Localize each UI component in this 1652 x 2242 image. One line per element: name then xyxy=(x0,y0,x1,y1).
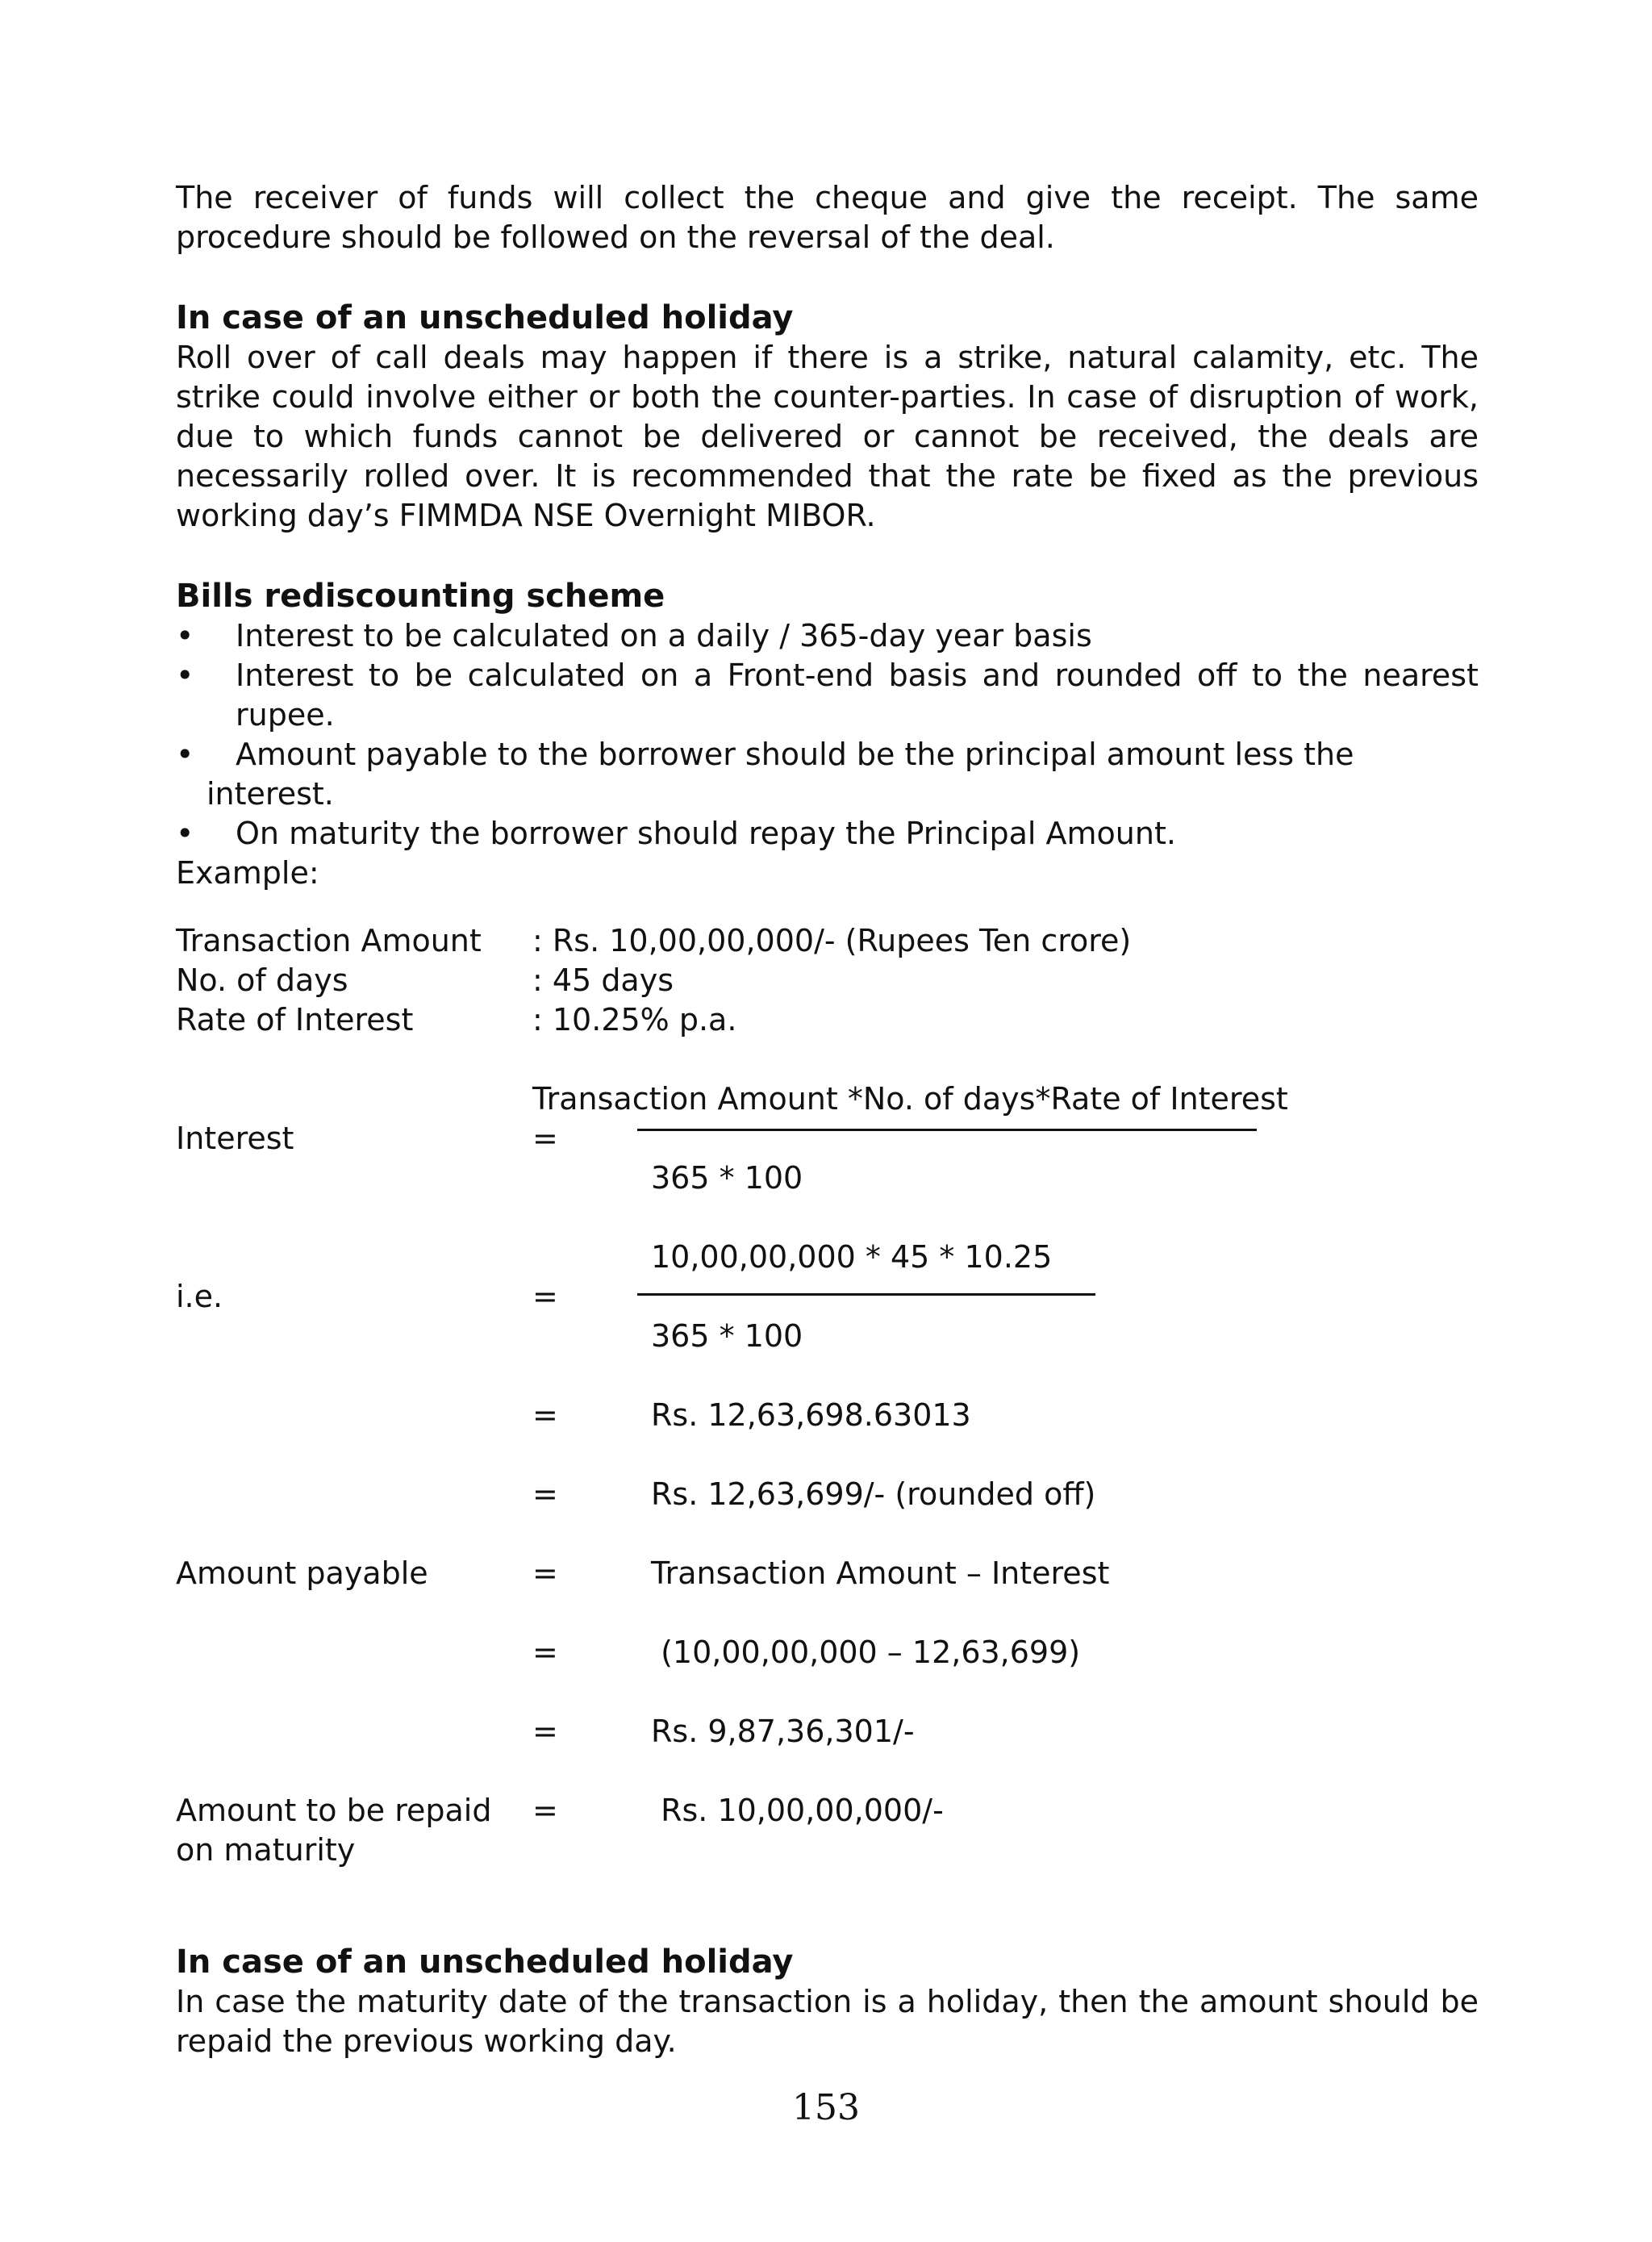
equals-sign: = xyxy=(532,1121,558,1156)
amount-payable-result: Rs. 9,87,36,301/- xyxy=(651,1714,915,1749)
bullet-text: Interest to be calculated on a Front-end basis and rounded off to the nearest rupee. xyxy=(236,658,1479,733)
fraction-line xyxy=(637,1293,1095,1296)
amount-payable-formula: Transaction Amount – Interest xyxy=(651,1555,1110,1591)
equals-sign: = xyxy=(532,1793,558,1828)
example-row-value: : 45 days xyxy=(532,962,674,998)
repaid-value: Rs. 10,00,00,000/- xyxy=(651,1793,944,1828)
intro-paragraph: The receiver of funds will collect the cheque and give the receipt. The same procedure should be followed on the reversal of the deal. xyxy=(176,180,1479,255)
list-item xyxy=(176,656,1479,735)
section-heading-unscheduled-holiday-2: In case of an unscheduled holiday xyxy=(176,1943,794,1981)
example-label: Example: xyxy=(176,855,319,891)
bullet-icon: • xyxy=(176,658,194,693)
ie-denominator: 365 * 100 xyxy=(651,1318,803,1354)
equals-sign: = xyxy=(532,1476,558,1512)
section1-body: Roll over of call deals may happen if there is a strike, natural calamity, etc. The strike could involve either or both the counter-parties. In case of disruption of work, due to which funds cannot be delivered or cannot be received, the deals are necessarily rolled over. It is recommended that the rate be fixed as the previous working day’s FIMMDA NSE Overnight MIBOR. xyxy=(176,340,1479,533)
equals-sign: = xyxy=(532,1279,558,1314)
section-heading-bills-rediscounting: Bills rediscounting scheme xyxy=(176,578,665,615)
example-row-value: : Rs. 10,00,00,000/- (Rupees Ten crore) xyxy=(532,923,1132,958)
example-row-label: Transaction Amount xyxy=(176,923,482,958)
repaid-label: Amount to be repaid xyxy=(176,1793,492,1828)
bullet-icon: • xyxy=(176,816,194,851)
bullet-icon: • xyxy=(176,737,194,772)
repaid-label-continuation: on maturity xyxy=(176,1832,356,1868)
amount-payable-values: (10,00,00,000 – 12,63,699) xyxy=(651,1635,1081,1670)
interest-label: Interest xyxy=(176,1121,294,1156)
list-item xyxy=(176,616,1479,656)
bullet-list xyxy=(176,616,1479,774)
amount-payable-label: Amount payable xyxy=(176,1555,428,1591)
interest-result: Rs. 12,63,698.63013 xyxy=(651,1397,971,1433)
section3-body: In case the maturity date of the transaction is a holiday, then the amount should be repaid the previous working day. xyxy=(176,1984,1479,2059)
ie-numerator: 10,00,00,000 * 45 * 10.25 xyxy=(651,1239,1053,1275)
bullet-text: On maturity the borrower should repay the Principal Amount. xyxy=(236,816,1176,851)
bullet-icon: • xyxy=(176,618,194,653)
equals-sign: = xyxy=(532,1714,558,1749)
section-heading-unscheduled-holiday-1: In case of an unscheduled holiday xyxy=(176,299,794,336)
equals-sign: = xyxy=(532,1555,558,1591)
example-row-label: No. of days xyxy=(176,962,348,998)
interest-denominator: 365 * 100 xyxy=(651,1160,803,1196)
equals-sign: = xyxy=(532,1397,558,1433)
fraction-line xyxy=(637,1129,1257,1131)
bullet-text: Amount payable to the borrower should be the principal amount less the xyxy=(236,737,1354,772)
bullet-text: Interest to be calculated on a daily / 365-day year basis xyxy=(236,618,1092,653)
bullet-text-continuation: interest. xyxy=(206,776,334,812)
example-row-value: : 10.25% p.a. xyxy=(532,1002,737,1037)
ie-label: i.e. xyxy=(176,1279,223,1314)
page-number: 153 xyxy=(792,2087,860,2128)
interest-rounded: Rs. 12,63,699/- (rounded off) xyxy=(651,1476,1096,1512)
list-item xyxy=(176,735,1479,774)
example-row-label: Rate of Interest xyxy=(176,1002,414,1037)
interest-numerator: Transaction Amount *No. of days*Rate of Interest xyxy=(532,1081,1288,1117)
equals-sign: = xyxy=(532,1635,558,1670)
